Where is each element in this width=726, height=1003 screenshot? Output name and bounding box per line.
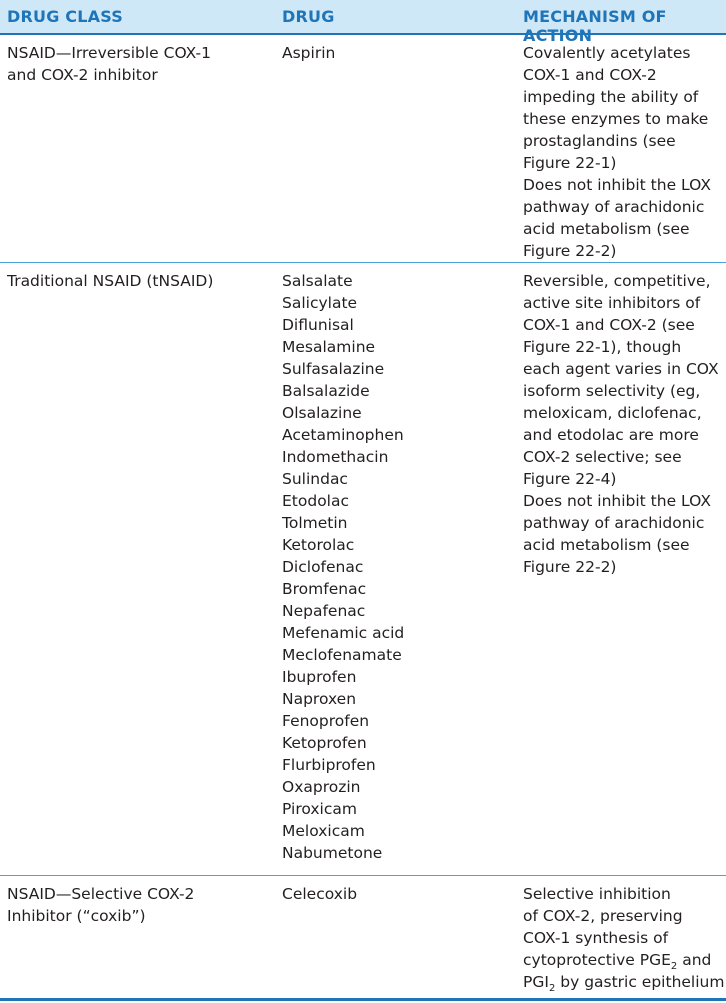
drug-cell: Aspirin [282, 44, 336, 62]
mechanism-cell: Covalently acetylates COX-1 and COX-2 impeding the ability of these enzymes to make prostaglandins (see Figure 22-1) Does not inhibit the LOX pathway of arachidonic acid metabolism (see Figure 22-2) [523, 44, 711, 260]
drug-class-cell: NSAID—Selective COX-2 Inhibitor (“coxib”) [7, 885, 195, 925]
table-row [0, 263, 726, 876]
drug-class-cell: Traditional NSAID (tNSAID) [7, 272, 214, 290]
table-row [0, 35, 726, 263]
header-drug: DRUG [282, 7, 335, 26]
drug-cell: Celecoxib [282, 885, 358, 903]
mechanism-cell: Reversible, competitive, active site inhibitors of COX-1 and COX-2 (see Figure 22-1), though each agent varies in COX isoform selectivity (eg, meloxicam, diclofenac, and etodolac are more COX-2 selective; see Figure 22-4) Does not inhibit the LOX pathway of arachidonic acid metabolism (see Figure 22-2) [523, 272, 719, 576]
table-row [0, 876, 726, 998]
table-header [0, 0, 726, 45]
header-mechanism: MECHANISM OF ACTION [523, 7, 667, 45]
header-drug-class: DRUG CLASS [7, 7, 123, 26]
drug-cell: Salsalate Salicylate Diflunisal Mesalamine Sulfasalazine Balsalazide Olsalazine Acetaminophen Indomethacin Sulindac Etodolac Tolmetin Ketorolac Diclofenac Bromfenac Nepafenac Mefenamic acid Meclofenamate Ibuprofen Naproxen Fenoprofen Ketoprofen Flurbiprofen Oxaprozin Piroxicam Meloxicam Nabumetone [282, 272, 405, 862]
bottom-rule [0, 998, 726, 1001]
drug-class-cell: NSAID—Irreversible COX-1 and COX-2 inhibitor [7, 44, 211, 84]
mechanism-cell: Selective inhibition of COX-2, preserving COX-1 synthesis of cytoprotective $PGE_2$ and $PGI_2$ by gastric epithelium [523, 885, 725, 995]
